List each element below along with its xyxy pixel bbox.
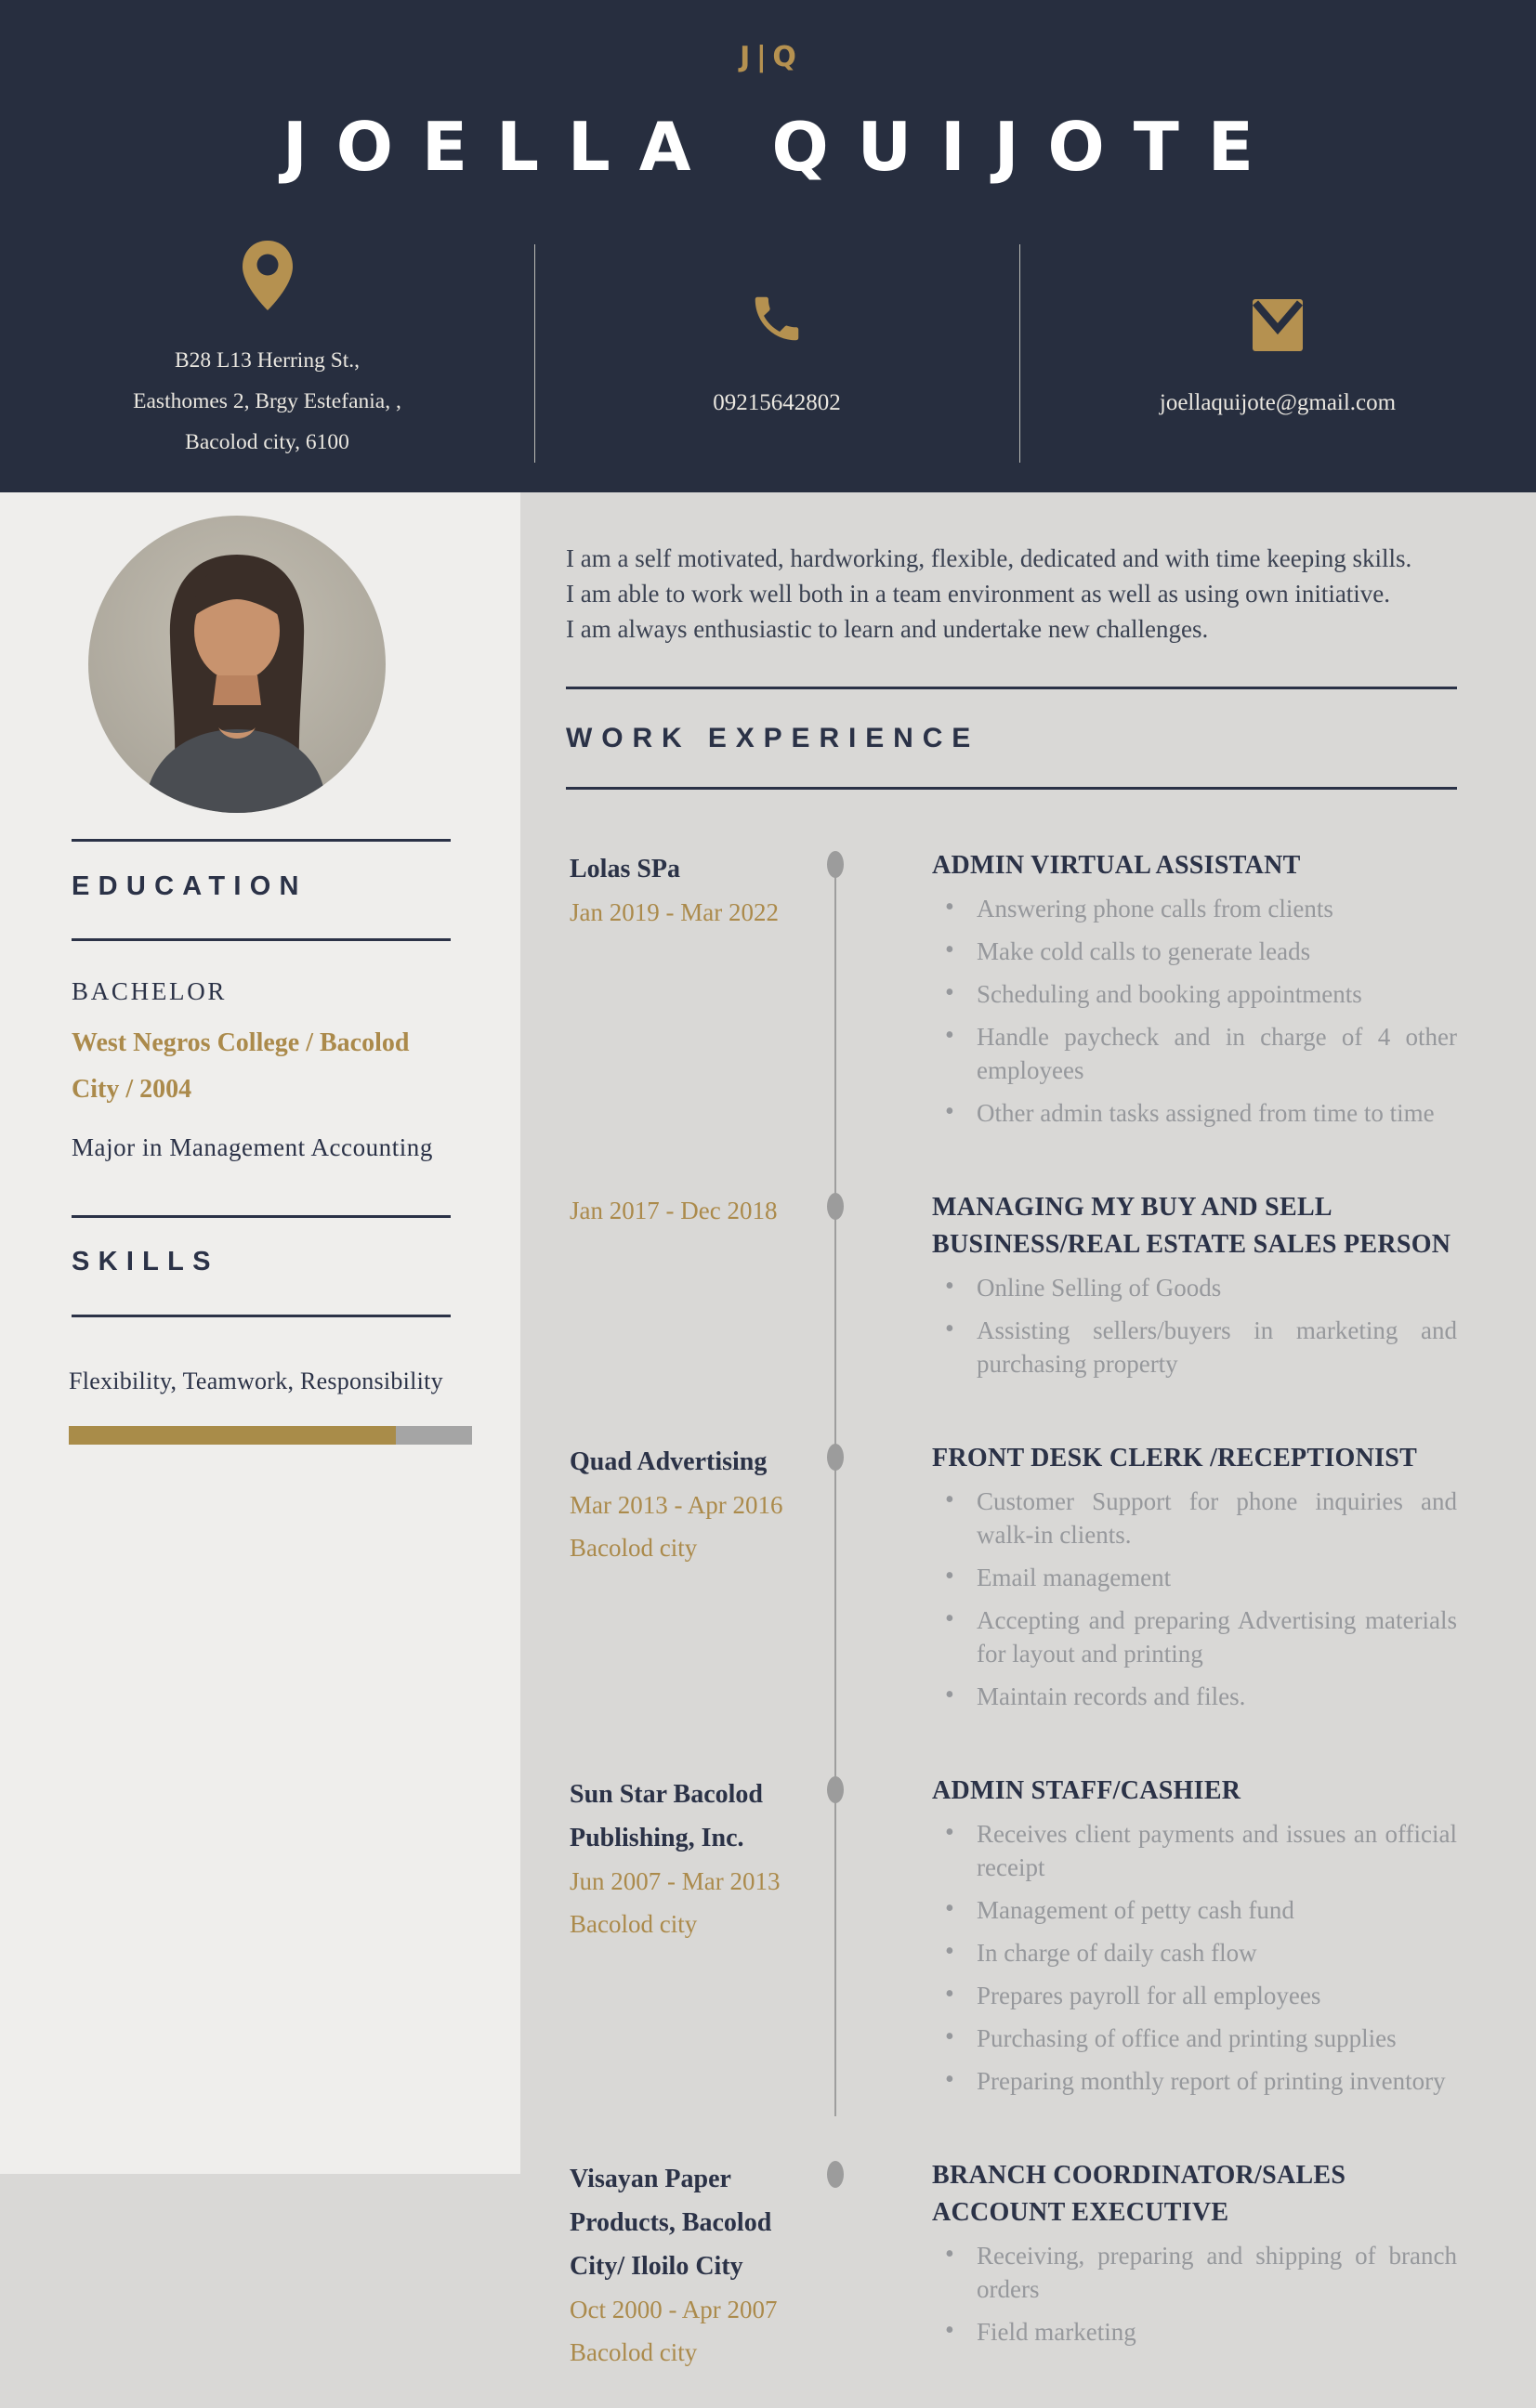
summary-line: I am a self motivated, hardworking, flexible, dedicated and with time keeping skills. — [566, 544, 1412, 572]
main-content — [520, 492, 1536, 2366]
section-rule — [72, 1215, 451, 1218]
job-bullet-list — [932, 1485, 1457, 1713]
contact-phone-block — [534, 0, 1019, 492]
job-entry — [566, 1189, 1457, 1381]
job-company: Sun Star Bacolod Publishing, Inc. — [570, 1780, 763, 1852]
job-bullet: • Assisting sellers/buyers in marketing and purchasing property — [932, 1314, 1457, 1381]
address-line: Bacolod city, 6100 — [185, 430, 349, 454]
profile-photo — [88, 516, 386, 813]
section-rule — [72, 1315, 451, 1317]
job-bullet: • Accepting and preparing Advertising materials for layout and printing — [932, 1603, 1457, 1670]
section-rule — [72, 839, 451, 842]
job-bullet-list — [932, 2239, 1457, 2349]
education-major: Major in Management Accounting — [72, 1133, 433, 1161]
job-entry — [566, 1773, 1457, 2098]
job-bullet: • Receiving, preparing and shipping of branch orders — [932, 2239, 1457, 2306]
work-experience-heading: WORK EXPERIENCE — [566, 723, 980, 753]
job-company: Quad Advertising — [570, 1447, 768, 1476]
job-title: MANAGING MY BUY AND SELL BUSINESS/REAL ESTATE SALES PERSON — [932, 1193, 1451, 1259]
timeline-dot — [827, 1776, 844, 1803]
section-rule — [566, 787, 1457, 790]
job-bullet: • Receives client payments and issues an official receipt — [932, 1817, 1457, 1884]
phone-icon — [534, 288, 1019, 349]
profile-summary — [566, 541, 1477, 647]
section-rule — [72, 938, 451, 941]
address-line: Easthomes 2, Brgy Estefania, , — [133, 389, 401, 413]
job-bullet: • Management of petty cash fund — [932, 1893, 1457, 1927]
job-meta — [570, 1189, 807, 1232]
timeline-dot — [827, 1444, 844, 1471]
address-text — [0, 340, 534, 463]
job-bullet-list — [932, 892, 1457, 1130]
job-entry — [566, 1440, 1457, 1713]
job-details — [932, 847, 1457, 1130]
job-bullet: • Field marketing — [932, 2315, 1457, 2349]
timeline-dot — [827, 851, 844, 878]
job-bullet: • Customer Support for phone inquiries and walk-in clients. — [932, 1485, 1457, 1551]
job-meta — [570, 1440, 807, 1569]
summary-line: I am able to work well both in a team environment as well as using own initiative. — [566, 580, 1391, 608]
skill-level-bar — [69, 1426, 472, 1445]
job-meta — [570, 2157, 807, 2374]
job-title: ADMIN STAFF/CASHIER — [932, 1776, 1241, 1805]
job-location: Bacolod city — [570, 1910, 698, 1938]
job-entry — [566, 2157, 1457, 2366]
job-meta — [570, 847, 807, 934]
email-envelope-icon — [1019, 299, 1536, 351]
job-details — [932, 1440, 1457, 1713]
job-bullet: • Handle paycheck and in charge of 4 other employees — [932, 1020, 1457, 1087]
job-title: BRANCH COORDINATOR/SALES ACCOUNT EXECUTIVE — [932, 2161, 1346, 2227]
contact-address-block — [0, 0, 534, 492]
person-name: JOELLA QUIJOTE — [282, 108, 1282, 186]
education-heading: EDUCATION — [72, 871, 308, 901]
job-location: Bacolod city — [570, 2338, 698, 2366]
job-dates: Jun 2007 - Mar 2013 — [570, 1867, 781, 1895]
job-dates: Jan 2017 - Dec 2018 — [570, 1197, 778, 1224]
job-bullet: • Other admin tasks assigned from time to time — [932, 1096, 1457, 1130]
sidebar — [0, 492, 520, 2174]
job-bullet: • Maintain records and files. — [932, 1680, 1457, 1713]
header — [0, 0, 1536, 492]
job-dates: Mar 2013 - Apr 2016 — [570, 1491, 783, 1519]
location-pin-icon — [0, 240, 534, 312]
job-dates: Jan 2019 - Mar 2022 — [570, 898, 779, 926]
job-bullet: • Email management — [932, 1561, 1457, 1594]
contact-email-block — [1019, 0, 1536, 492]
job-details — [932, 1189, 1457, 1381]
job-bullet-list — [932, 1271, 1457, 1381]
address-line: B28 L13 Herring St., — [174, 348, 361, 373]
job-entry — [566, 847, 1457, 1130]
education-degree: BACHELOR — [72, 977, 228, 1005]
job-title: FRONT DESK CLERK /RECEPTIONIST — [932, 1444, 1418, 1472]
timeline-dot — [827, 2161, 844, 2188]
monogram-logo: J|Q — [740, 41, 803, 73]
phone-number: 09215642802 — [713, 390, 841, 415]
email-address: joellaquijote@gmail.com — [1159, 390, 1397, 415]
summary-line: I am always enthusiastic to learn and undertake new challenges. — [566, 615, 1209, 643]
job-company: Lolas SPa — [570, 855, 681, 883]
skills-heading: SKILLS — [72, 1247, 219, 1276]
skill-level-fill — [69, 1426, 396, 1445]
job-bullet: • Make cold calls to generate leads — [932, 935, 1457, 968]
job-bullet: • Preparing monthly report of printing inventory — [932, 2064, 1457, 2098]
job-bullet-list — [932, 1817, 1457, 2098]
job-bullet: • Scheduling and booking appointments — [932, 977, 1457, 1011]
education-school: West Negros College / Bacolod City / 2004 — [72, 1028, 410, 1104]
job-bullet: • Online Selling of Goods — [932, 1271, 1457, 1304]
timeline-dot — [827, 1193, 844, 1220]
job-company: Visayan Paper Products, Bacolod City/ Iloilo City — [570, 2165, 772, 2281]
section-rule — [566, 687, 1457, 689]
job-bullet: • Prepares payroll for all employees — [932, 1979, 1457, 2012]
job-location: Bacolod city — [570, 1534, 698, 1562]
work-experience-timeline — [566, 847, 1457, 2408]
job-meta — [570, 1773, 807, 1945]
job-details — [932, 1773, 1457, 2098]
job-details — [932, 2157, 1457, 2349]
job-bullet: • Answering phone calls from clients — [932, 892, 1457, 925]
job-title: ADMIN VIRTUAL ASSISTANT — [932, 851, 1301, 880]
skills-list: Flexibility, Teamwork, Responsibility — [69, 1368, 443, 1394]
job-bullet: • In charge of daily cash flow — [932, 1936, 1457, 1970]
job-bullet: • Purchasing of office and printing supplies — [932, 2022, 1457, 2055]
job-dates: Oct 2000 - Apr 2007 — [570, 2296, 778, 2323]
